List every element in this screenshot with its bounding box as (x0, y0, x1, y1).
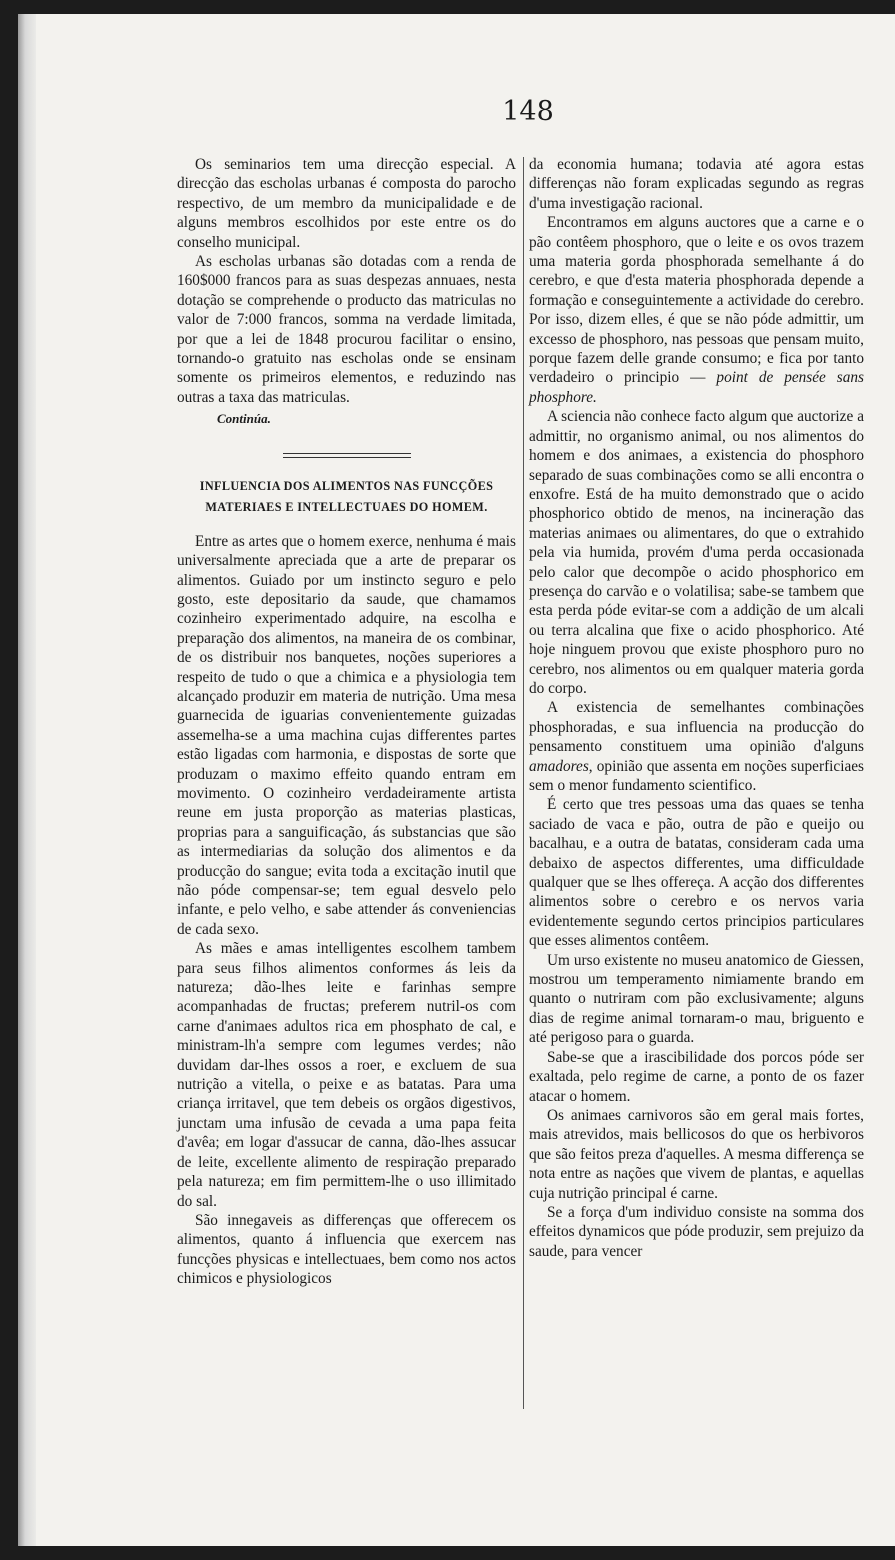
paragraph-text: , opinião que assenta em noções superficiaes sem o menor fundamento scientifico. (529, 757, 864, 794)
paragraph: As mães e amas intelligentes escolhem tambem para seus filhos alimentos conformes ás leis da natureza; dão-lhes leite e farinhas sempre acompanhadas de fructas; preferem nutril-os com carne d'animaes adultos rica em phosphato de cal, e ministram-lh'a sempre com legumes verdes; não duvidam dar-lhes ossos a roer, e excluem de sua nutrição a vitella, o peixe e as batatas. Para uma criança irritavel, que tem debeis os orgãos digestivos, junctam uma infusão de cevada a uma papa feita d'avêa; em logar d'assucar de canna, dão-lhes assucar de leite, excellente alimento de respiração preparado pela natureza; em fim permittem-lhe o uso illimitado do sal. (177, 940, 516, 1210)
paragraph-text: Encontramos em alguns auctores que a carne e o pão contêem phosphoro, que o leite e os ovos trazem uma materia gorda phosphorada semelhante á do cerebro, e que d'esta materia phosphorada depende a formação e conseguintemente a actividade do cerebro. Por isso, dizem elles, é que se não póde admittir, um excesso de phosphoro, nas pessoas que pensam muito, porque fazem delle grande consumo; e fica por tanto verdadeiro o principio — (529, 214, 864, 387)
paragraph: Um urso existente no museu anatomico de Giessen, mostrou um temperamento nimiamente brando em quanto o nutriram com pão exclusivamente; alguns dias de regime animal tornaram-o mau, briguento e até perigoso para o guarda. (529, 951, 864, 1047)
italic-quote: point de pensée sans phosphore. (529, 369, 865, 406)
italic-term: amadores (529, 757, 589, 775)
paragraph: As escholas urbanas são dotadas com a renda de 160$000 francos para as suas despezas annuaes, nesta dotação se comprehende o producto das matriculas no valor de 7:000 francos, somma na verdade limitada, por que a lei de 1848 procurou facilitar o ensino, tornando-o gratuito nas escholas onde se ensinam somente os primeiros elementos, e reduzindo nas outras a taxa das matriculas. (177, 253, 516, 406)
binding-gutter (18, 14, 36, 1546)
column-divider (523, 157, 524, 1409)
section-title-line: MATERIAES E INTELLECTUAES DO HOMEM. (205, 499, 488, 514)
section-title-line: INFLUENCIA DOS ALIMENTOS NAS FUNCÇÕES (199, 478, 494, 493)
paragraph: Os seminarios tem uma direcção especial. A direcção das escholas urbanas é composta do parocho respectivo, de um membro da municipalidade e de alguns membros escolhidos por este entre os do conselho municipal. (177, 156, 516, 251)
paragraph (529, 213, 864, 407)
continued-note: Continúa. (217, 411, 271, 427)
paragraph-text: A existencia de semelhantes combinações phosphoradas, e sua influencia na producção do pensamento constituem uma opinião d'alguns (529, 699, 864, 756)
paragraph: Os animaes carnivoros são em geral mais fortes, mais atrevidos, mais bellicosos do que os herbivoros que são feitos preza d'aquelles. A mesma differença se nota entre as nações que vivem de plantas, e aquellas cuja nutrição principal é carne. (529, 1106, 864, 1202)
section-title (177, 476, 516, 518)
paragraph: São innegaveis as differenças que offerecem os alimentos, quanto á influencia que exercem nas funcções physicas e intellectuaes, bem como nos actos chimicos e physiologicos (177, 1211, 516, 1288)
paragraph: A sciencia não conhece facto algum que auctorize a admittir, no organismo animal, ou nos alimentos do homem e dos animaes, a existencia do phosphoro separado de suas combinações como se alli encontra o enxofre. Está de ha muito demonstrado que o acido phosphorico obtido de menos, na incineração das materias animaes ou alimentares, do que o extrahido pela via humida, provém d'uma perda occasionada pelo calor que decompõe o acido phosphorico em presença do carvão e o volatilisa; sabe-se tambem que esta perda póde evitar-se com a addição de um alcali ou terra alcalina que fixe o acido phosphorico. Até hoje ninguem provou que existe phosphoro puro no cerebro, nos alimentos ou em qualquer materia gorda do corpo. (529, 408, 864, 697)
paragraph: Entre as artes que o homem exerce, nenhuma é mais universalmente apreciada que a arte de preparar os alimentos. Guiado por um instincto seguro e pelo gosto, este depositario da saude, que chamamos cozinheiro experimentado adquire, na escolha e preparação dos alimentos, na maneira de os combinar, de os distribuir nos banquetes, noções superiores a respeito de tudo o que a chimica e a physiologia tem alcançado produzir em materia de nutrição. Uma mesa guarnecida de iguarias convenientemente guizadas assemelha-se a uma machina cujas differentes partes estão ligadas com harmonia, e dispostas de sorte que produzam o maximo effeito quando entram em movimento. O cozinheiro verdadeiramente artista reune em justa proporção as materias plasticas, proprias para a sanguificação, ás substancias que são as intermediarias da solução dos alimentos e da producção do sangue; evita toda a excitação inutil que não póde compensar-se; tem egual desvelo pelo infante, e pelo velho, e sabe attender ás conveniencias de cada sexo. (177, 532, 516, 938)
left-column (177, 155, 516, 1289)
paragraph: Se a força d'um individuo consiste na somma dos effeitos dynamicos que póde produzir, sem prejuizo da saude, para vencer (529, 1203, 864, 1260)
paragraph: Sabe-se que a irascibilidade dos porcos póde ser exaltada, pelo regime de carne, a ponto de os fazer atacar o homem. (529, 1048, 864, 1105)
paragraph (529, 698, 864, 795)
paragraph: É certo que tres pessoas uma das quaes se tenha saciado de vaca e pão, outra de pão e queijo ou bacalhau, e a outra de batatas, consideram cada uma debaixo de aspectos differentes, uma difficuldade qualquer que se lhes offereça. A acção dos differentes alimentos sobre o cerebro e os nervos varia evidentemente segundo certos principios particulares que esses alimentos contêem. (529, 796, 864, 950)
page-number: 148 (502, 96, 554, 127)
paragraph: da economia humana; todavia até agora estas differenças não foram explicadas segundo as regras d'uma investigação racional. (529, 156, 864, 212)
book-page (18, 14, 895, 1546)
right-column (529, 155, 864, 1261)
section-divider (283, 453, 411, 458)
